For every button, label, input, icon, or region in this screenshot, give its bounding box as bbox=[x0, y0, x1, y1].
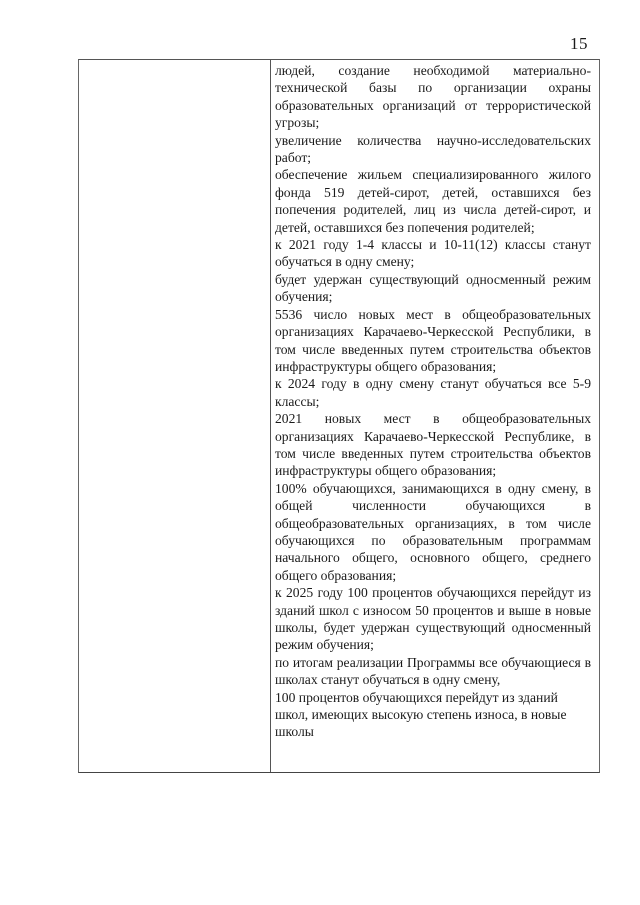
column-divider bbox=[270, 60, 271, 772]
paragraph-text: по итогам реализации Программы все обучающиеся в школах станут обучаться в одну смену, bbox=[275, 654, 591, 688]
paragraph-text: 100% обучающихся, занимающихся в одну смену, в общей численности обучающихся в общеобразовательных организациях, в том числе обучающихся по образовательным программам начального общего, основного общего, среднего общего образования; bbox=[275, 480, 591, 583]
paragraph-text: обеспечение жильем специализированного жилого фонда 519 детей-сирот, детей, оставшихся без попечения родителей, лиц из числа детей-сирот, и детей, оставшихся без попечения родителей; bbox=[275, 167, 591, 235]
paragraph-text: людей, создание необходимой материально-технической базы по организации охраны образовательных организаций от террористической угрозы; bbox=[275, 63, 591, 131]
document-table bbox=[78, 59, 600, 773]
paragraph-text: к 2025 году 100 процентов обучающихся перейдут из зданий школ с износом 50 процентов и выше в новые школы, будет удержан существующий односменный режим обучения; bbox=[275, 585, 591, 653]
paragraph-text: 100 процентов обучающихся перейдут из зданий школ, имеющих высокую степень износа, в новые школы bbox=[275, 689, 567, 740]
paragraph-text: к 2021 году 1-4 классы и 10-11(12) классы станут обучаться в одну смену; bbox=[275, 237, 591, 270]
paragraph-text: будет удержан существующий односменный режим обучения; bbox=[275, 271, 591, 305]
paragraph-text: 2021 новых мест в общеобразовательных организациях Карачаево-Черкесской Республике, в том числе введенных путем строительства объектов инфраструктуры общего образования; bbox=[275, 411, 591, 479]
paragraph-text: увеличение количества научно-исследовательских работ; bbox=[275, 132, 591, 166]
paragraph-text: 5536 число новых мест в общеобразовательных организациях Карачаево-Черкесской Республики, в том числе введенных путем строительства объектов инфраструктуры общего образования; bbox=[275, 306, 591, 374]
paragraph-text: к 2024 году в одну смену станут обучаться все 5-9 классы; bbox=[275, 376, 591, 409]
page-number: 15 bbox=[570, 34, 588, 53]
table-right-column bbox=[275, 62, 591, 741]
